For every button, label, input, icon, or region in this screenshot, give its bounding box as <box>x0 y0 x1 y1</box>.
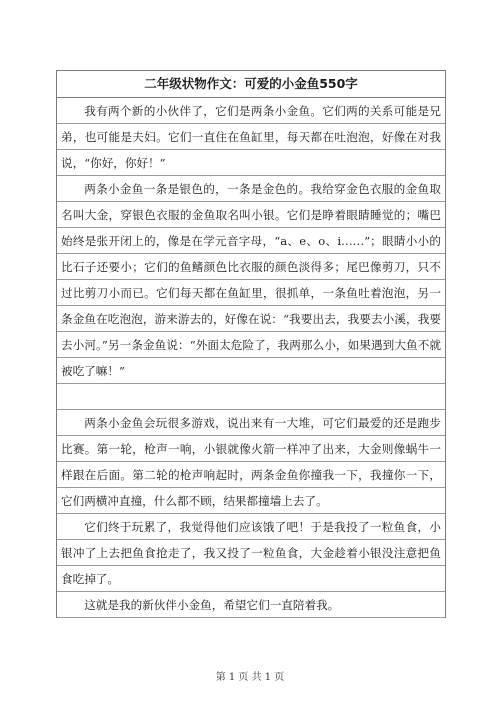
paragraph-3: 两条小金鱼会玩很多游戏，说出来有一大堆，可它们最爱的还是跑步比赛。第一轮，枪声一响，小银就像火箭一样冲了出来，大金则像蜗牛一样跟在后面。第二轮的枪声响起时，两条金鱼你撞我一下，我撞你一下，它们两横冲直撞，什么都不顾，结果都撞墙上去了。 <box>57 410 445 514</box>
paragraph-5: 这就是我的新伙伴小金鱼，希望它们一直陪着我。 <box>57 592 445 618</box>
document-title: 二年级状物作文：可爱的小金鱼550字 <box>57 71 445 98</box>
page-number: 第 1 页 共 1 页 <box>215 672 285 683</box>
paragraph-2: 两条小金鱼一条是银色的，一条是金色的。我给穿金色衣服的金鱼取名叫大金，穿银色衣服的金鱼取名叫小银。它们是睁着眼睛睡觉的；嘴巴始终是张开闭上的，像是在学元音字母，“a、e、o、i……”；眼睛小小的比石子还要小；它们的鱼鳍颜色比衣服的颜色淡得多；尾巴像剪刀，只不过比剪刀小而已。它们每天都在鱼缸里，很抓单，一条鱼吐着泡泡，另一条金鱼在吃泡泡，游来游去的，好像在说：“我要出去，我要去小溪，我要去小河。”另一条金鱼说：“外面太危险了，我两那么小，如果遇到大鱼不就被吃了嘛！” <box>57 176 445 410</box>
paragraph-4: 它们终于玩累了，我觉得他们应该饿了吧！于是我投了一粒鱼食，小银冲了上去把鱼食抢走了，我又投了一粒鱼食，大金趁着小银没注意把鱼食吃掉了。 <box>57 514 445 592</box>
paragraph-1: 我有两个新的小伙伴了，它们是两条小金鱼。它们两的关系可能是兄弟，也可能是夫妇。它们一直住在鱼缸里，每天都在吐泡泡，好像在对我说，“你好，你好！” <box>57 98 445 176</box>
document-page <box>56 70 446 618</box>
